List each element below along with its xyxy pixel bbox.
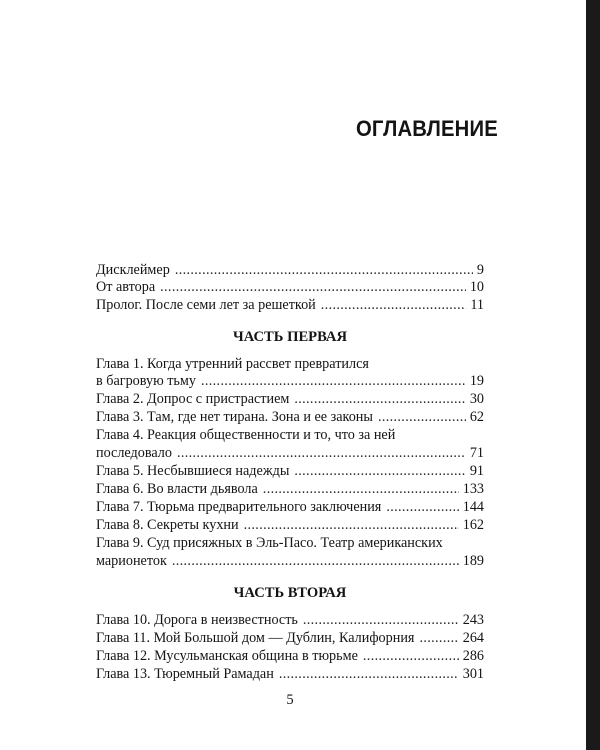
toc-entry-page: 30 [469, 391, 484, 407]
page-edge [586, 0, 600, 750]
toc-entry-title: Глава 13. Тюремный Рамадан [96, 666, 274, 682]
toc-entry-page: 301 [462, 666, 484, 682]
toc-entry-prologue[interactable] [96, 294, 484, 316]
toc-entry-ch1-line1[interactable]: Глава 1. Когда утренний рассвет превратился [96, 356, 369, 372]
toc-entry-page: 62 [469, 409, 484, 425]
toc-entry-title: Дисклеймер [96, 262, 170, 278]
part-one-heading: ЧАСТЬ ПЕРВАЯ [233, 329, 347, 345]
toc-entry-title: От автора [96, 279, 156, 295]
toc-entry-page: 11 [470, 297, 484, 313]
toc-entry-title: последовало [96, 445, 172, 461]
toc-entry-ch9[interactable] [96, 550, 484, 572]
toc-entry-page: 144 [462, 499, 484, 515]
toc-entry-page: 162 [462, 517, 484, 533]
page-number: 5 [286, 692, 294, 708]
toc-entry-ch9-line1[interactable]: Глава 9. Суд присяжных в Эль-Пасо. Театр американских [96, 535, 443, 551]
toc-entry-ch13[interactable] [96, 663, 484, 685]
toc-entry-title: марионеток [96, 553, 167, 569]
toc-entry-title: Глава 12. Мусульманская община в тюрьме [96, 648, 358, 664]
toc-title: ОГЛАВЛЕНИЕ [356, 116, 498, 141]
toc-entry-page: 19 [469, 373, 484, 389]
part-two-heading: ЧАСТЬ ВТОРАЯ [233, 585, 347, 601]
toc-entry-title: Глава 3. Там, где нет тирана. Зона и ее законы [96, 409, 373, 425]
toc-entry-page: 243 [462, 612, 484, 628]
toc-entry-page: 71 [469, 445, 484, 461]
dot-leader [321, 294, 467, 316]
toc-entry-title: Глава 8. Секреты кухни [96, 517, 239, 533]
toc-entry-page: 91 [469, 463, 484, 479]
toc-entry-title: Глава 5. Несбывшиеся надежды [96, 463, 290, 479]
dot-leader [172, 550, 459, 572]
toc-entry-title: Глава 11. Мой Большой дом — Дублин, Калифорния [96, 630, 415, 646]
toc-entry-title: Глава 2. Допрос с пристрастием [96, 391, 290, 407]
toc-entry-page: 264 [462, 630, 484, 646]
toc-entry-title: в багровую тьму [96, 373, 196, 389]
toc-entry-page: 133 [462, 481, 484, 497]
toc-entry-title: Глава 10. Дорога в неизвестность [96, 612, 298, 628]
toc-entry-page: 9 [476, 262, 484, 278]
toc-entry-title: Пролог. После семи лет за решеткой [96, 297, 316, 313]
toc-entry-page: 286 [462, 648, 484, 664]
toc-entry-ch4-line1[interactable]: Глава 4. Реакция общественности и то, что за ней [96, 427, 396, 443]
toc-entry-title: Глава 7. Тюрьма предварительного заключения [96, 499, 382, 515]
toc-entry-page: 10 [469, 279, 484, 295]
toc-entry-title: Глава 6. Во власти дьявола [96, 481, 258, 497]
dot-leader [279, 663, 459, 685]
toc-entry-page: 189 [462, 553, 484, 569]
